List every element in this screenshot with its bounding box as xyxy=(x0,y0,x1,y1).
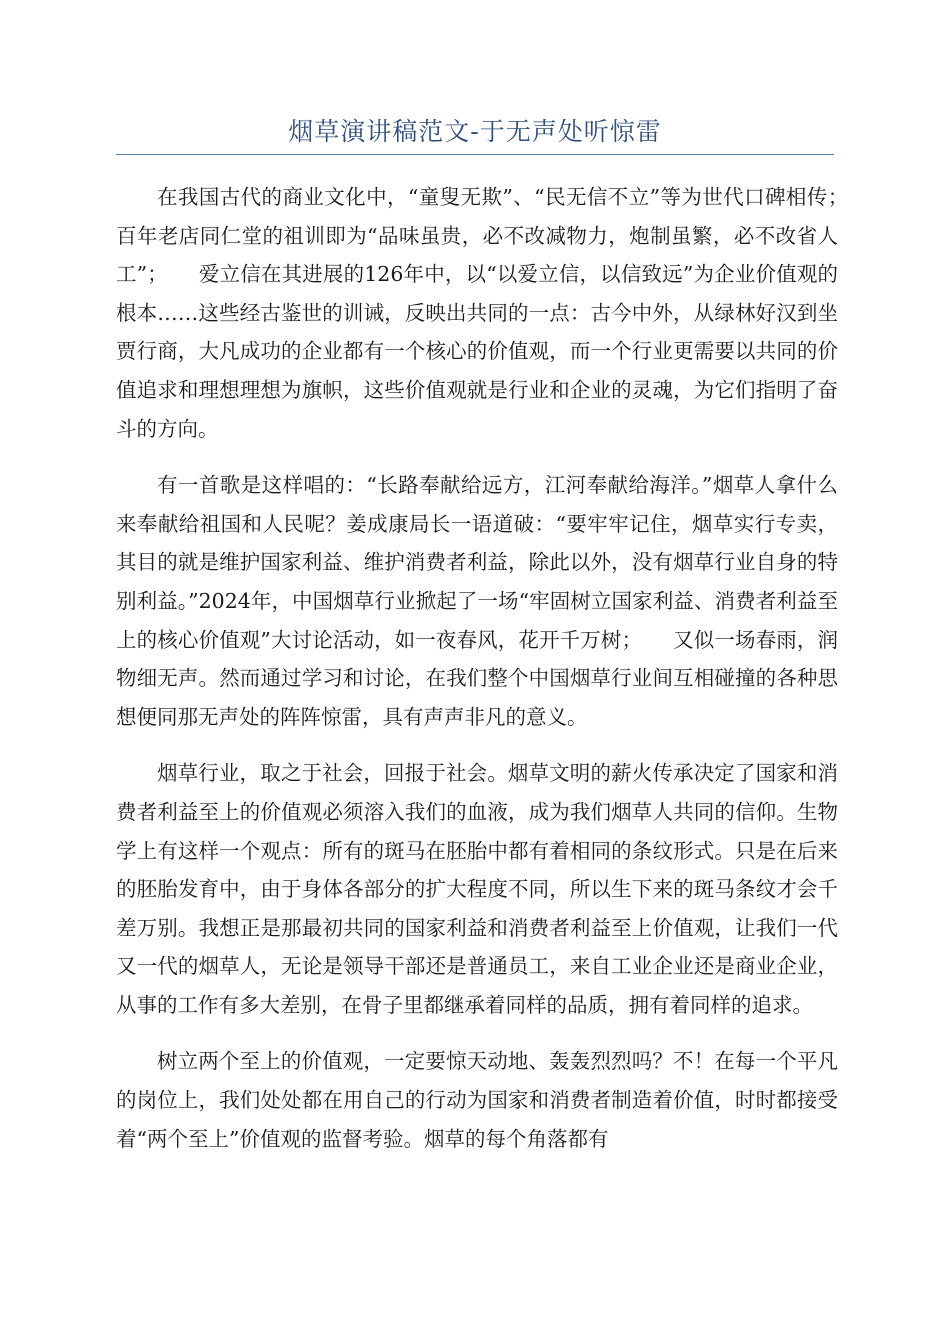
document-body xyxy=(116,178,879,1176)
paragraph-4: 树立两个至上的价值观，一定要惊天动地、轰轰烈烈吗？不！在每一个平凡的岗位上，我们处处都在用自己的行动为国家和消费者制造着价值，时时都接受着“两个至上”价值观的监督考验。烟草的每个角落都有 xyxy=(116,1049,838,1151)
document-title: 烟草演讲稿范文-于无声处听惊雷 xyxy=(116,112,834,155)
paragraph-2: 有一首歌是这样唱的：“长路奉献给远方，江河奉献给海洋。”烟草人拿什么来奉献给祖国和人民呢？姜成康局长一语道破：“要牢牢记住，烟草实行专卖，其目的就是维护国家利益、维护消费者利益，除此以外，没有烟草行业自身的特别利益。”2024年，中国烟草行业掀起了一场“牢固树立国家利益、消费者利益至上的核心价值观”大讨论活动，如一夜春风，花开千万树； 又似一场春雨，润物细无声。然而通过学习和讨论，在我们整个中国烟草行业间互相碰撞的各种思想便同那无声处的阵阵惊雷，具有声声非凡的意义。 xyxy=(116,473,838,729)
paragraph-3: 烟草行业，取之于社会，回报于社会。烟草文明的薪火传承决定了国家和消费者利益至上的价值观必须溶入我们的血液，成为我们烟草人共同的信仰。生物学上有这样一个观点：所有的斑马在胚胎中都有着相同的条纹形式。只是在后来的胚胎发育中，由于身体各部分的扩大程度不同，所以生下来的斑马条纹才会千差万别。我想正是那最初共同的国家利益和消费者利益至上价值观，让我们一代又一代的烟草人，无论是领导干部还是普通员工，来自工业企业还是商业企业，从事的工作有多大差别，在骨子里都继承着同样的品质，拥有着同样的追求。 xyxy=(116,761,838,1017)
paragraph-1: 在我国古代的商业文化中，“童叟无欺”、“民无信不立”等为世代口碑相传； 百年老店同仁堂的祖训即为“品味虽贵，必不改减物力，炮制虽繁，必不改省人工”； 爱立信在其进展的126年中，以“以爱立信，以信致远”为企业价值观的根本……这些经古鉴世的训诫，反映出共同的一点：古今中外，从绿林好汉到坐贾行商，大凡成功的企业都有一个核心的价值观，而一个行业更需要以共同的价值追求和理想理想为旗帜，这些价值观就是行业和企业的灵魂，为它们指明了奋斗的方向。 xyxy=(116,185,879,441)
